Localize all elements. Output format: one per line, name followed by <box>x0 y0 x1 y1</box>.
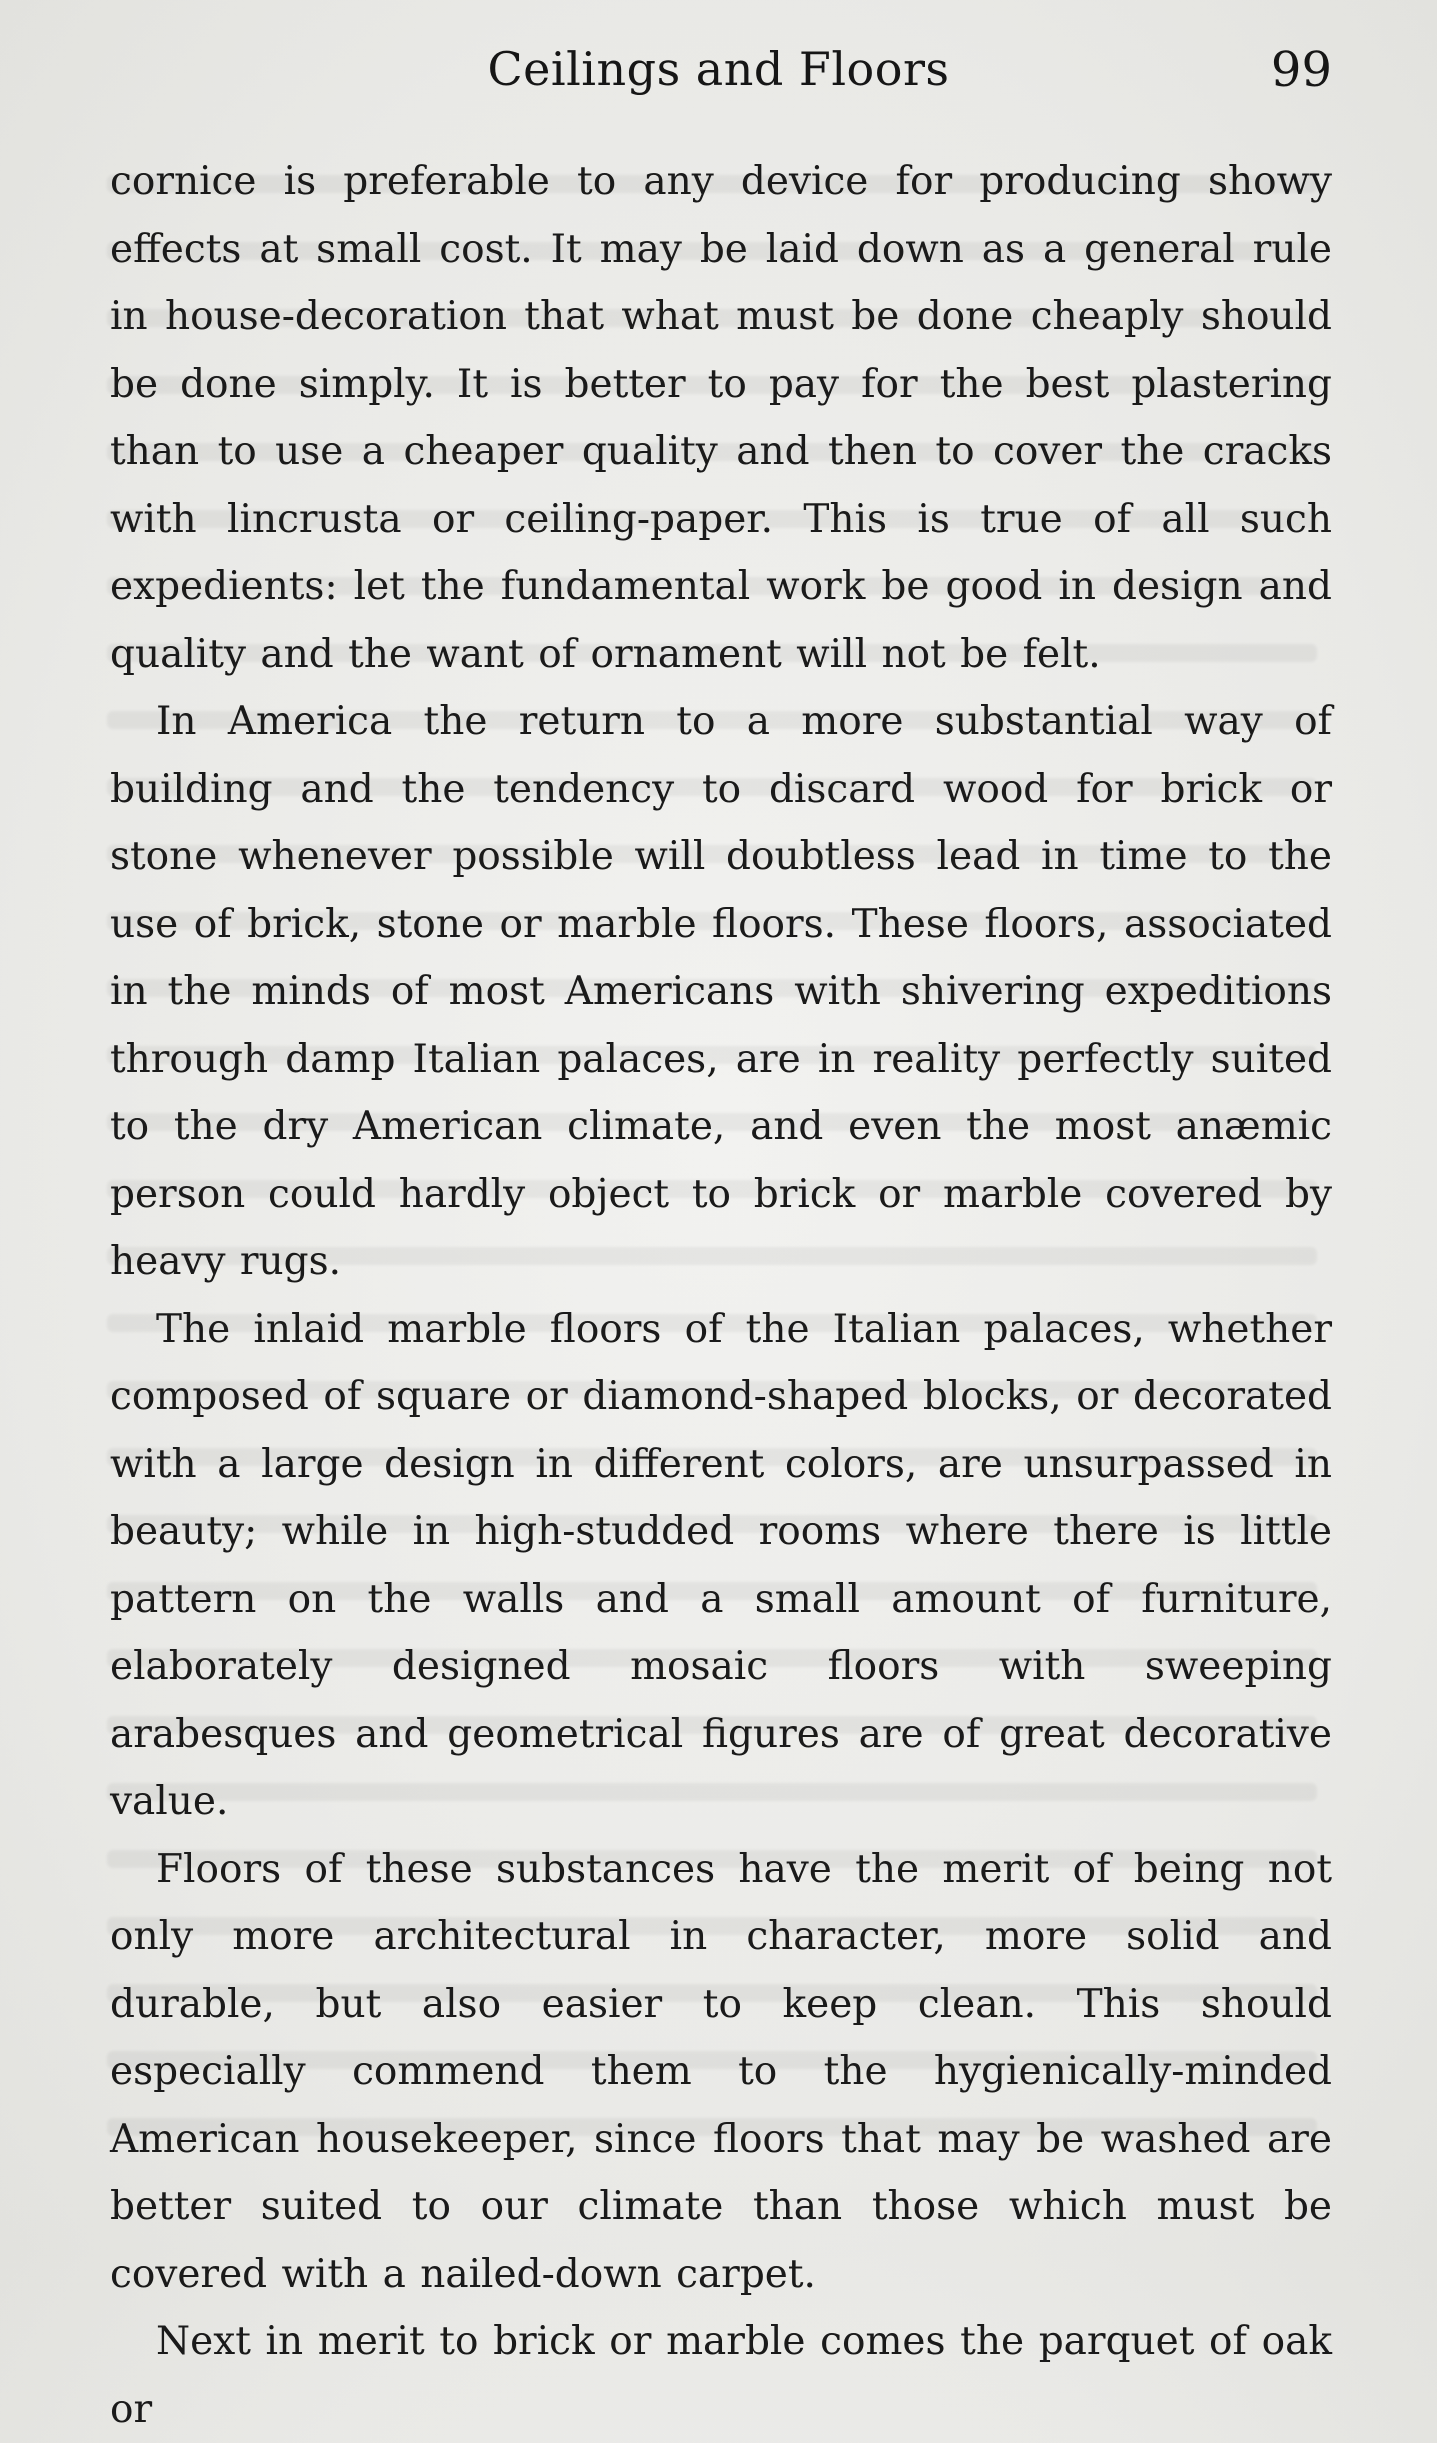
page-number: 99 <box>1270 42 1332 98</box>
paragraph-parquet: Next in merit to brick or marble comes the parquet of oak or <box>110 2319 1332 2432</box>
body-text <box>110 148 1332 2443</box>
page-header <box>0 42 1437 112</box>
paragraph-inlaid-marble: The inlaid marble floors of the Italian palaces, whether composed of square or diamond-shaped blocks, or decorated with a large design in different colors, are unsurpassed in beauty; while in high-studded rooms where there is little pattern on the walls and a small amount of furniture, elaborately designed mosaic floors with sweeping arabesques and geometrical figures are of great decorative value. <box>110 1306 1332 1824</box>
running-title: Ceilings and Floors <box>487 42 950 96</box>
paragraph-continuation: cornice is preferable to any device for producing showy effects at small cost. It may be laid down as a general rule in house-decoration that what must be done cheaply should be done simply. It is better to pay for the best plastering than to use a cheaper quality and then to cover the cracks with lincrusta or ceiling-paper. This is true of all such expedients: let the fundamental work be good in design and quality and the want of ornament will not be felt. <box>110 159 1332 677</box>
paragraph-floor-merits: Floors of these substances have the merit of being not only more architectural in character, more solid and durable, but also easier to keep clean. This should especially commend them to the hygienically-minded American housekeeper, since floors that may be washed are better suited to our climate than those which must be covered with a nailed-down carpet. <box>110 1846 1332 2297</box>
paragraph-america-floors: In America the return to a more substantial way of building and the tendency to discard wood for brick or stone whenever possible will doubtless lead in time to the use of brick, stone or marble floors. These floors, associated in the minds of most Americans with shivering expeditions through damp Italian palaces, are in reality perfectly suited to the dry American climate, and even the most anæmic person could hardly object to brick or marble covered by heavy rugs. <box>110 699 1332 1284</box>
